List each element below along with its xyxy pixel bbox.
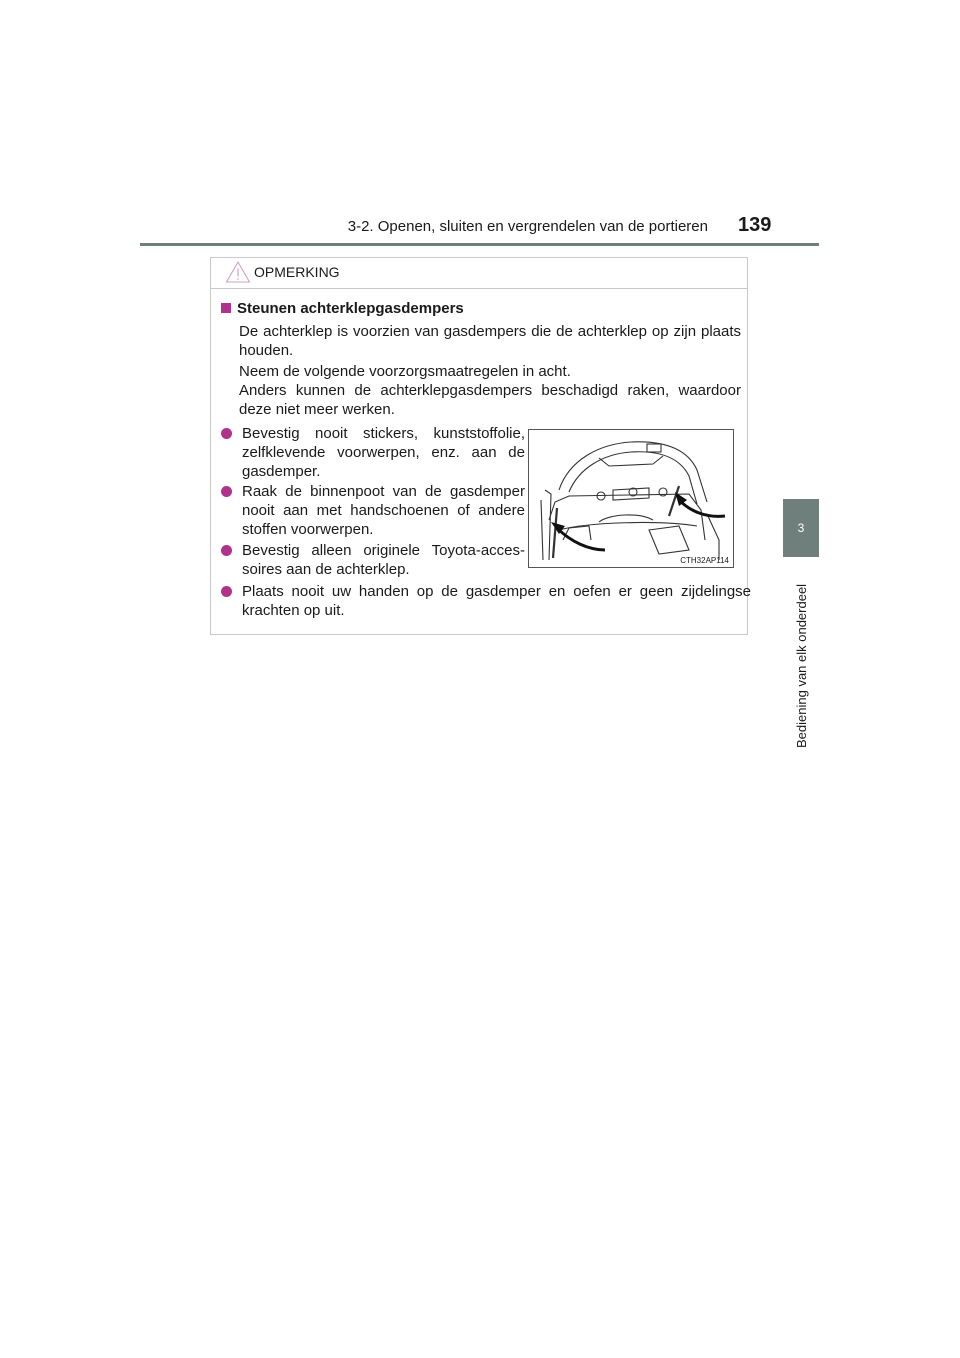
square-bullet-icon: [221, 303, 231, 313]
page-number: 139: [738, 214, 772, 236]
tailgate-strut-illustration: [528, 429, 734, 568]
chapter-label: [794, 566, 813, 748]
bullet-item: [221, 482, 525, 542]
bullet-text: Bevestig alleen originele Toyota-acces-soires aan de achterklep.: [242, 542, 525, 578]
paragraph-precautions-line1: Neem de volgende voorzorgsmaatregelen in acht.: [239, 363, 571, 380]
paragraph-precautions-line2: Anders kunnen de achterklepgasdempers beschadigd raken, waardoor deze niet meer werken.: [239, 382, 741, 418]
bullet-text: Bevestig nooit stickers, kunststoffolie, zelfklevende voorwerpen, enz. aan de gasdemper.: [242, 425, 525, 480]
section-heading-text: Steunen achterklepgasdempers: [237, 300, 464, 317]
chapter-number: 3: [797, 521, 805, 535]
bullet-text: Raak de binnenpoot van de gasdemper nooit aan met handschoenen of andere stoffen voorwerpen.: [242, 483, 525, 538]
bullet-dot-icon: [221, 428, 232, 439]
bullet-item: [221, 541, 525, 581]
warning-triangle-icon: [225, 260, 251, 284]
bullet-text: Plaats nooit uw handen op de gasdemper en oefen er geen zijdelingse krachten op uit.: [242, 583, 751, 619]
bullet-dot-icon: [221, 486, 232, 497]
bullet-item: [221, 582, 751, 622]
paragraph-precautions: [239, 362, 741, 419]
illustration-code: CTH32AP114: [680, 556, 729, 565]
bullet-item: [221, 424, 525, 484]
paragraph-intro: De achterklep is voorzien van gasdempers die de achterklep op zijn plaats houden.: [239, 323, 741, 359]
section-heading: [221, 300, 464, 317]
chapter-tab: [783, 499, 819, 557]
section-header-title: 3-2. Openen, sluiten en vergrendelen van de portieren: [347, 218, 708, 235]
notice-title: OPMERKING: [254, 264, 340, 280]
bullet-dot-icon: [221, 545, 232, 556]
chapter-label-text: Bediening van elk onderdeel: [794, 583, 809, 748]
notice-header: [211, 258, 747, 289]
bullet-dot-icon: [221, 586, 232, 597]
header-rule: [140, 243, 819, 246]
notice-box: [210, 257, 751, 635]
open-tailgate-drawing: [529, 430, 733, 567]
